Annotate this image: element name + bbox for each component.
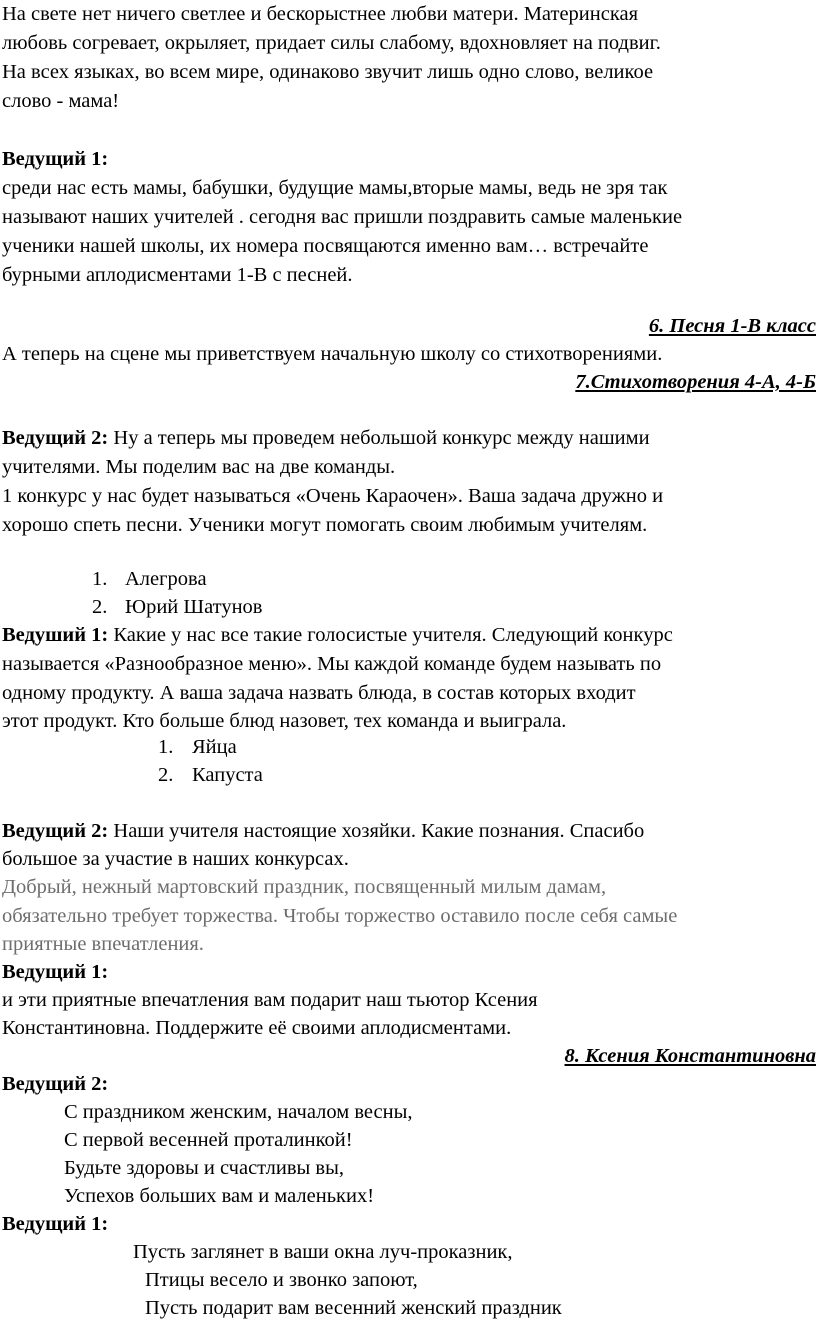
host2-speaker: Ведущий 2: [2,427,108,449]
verse1-line-4: Успехов больших вам и маленьких! [64,1182,374,1211]
list1-item-1: Алегрова [125,565,207,594]
intro-line-3: На всех языках, во всем мире, одинаково звучит лишь одно слово, великое [2,58,653,87]
list2-item-1: Яйца [192,733,237,762]
host1-line-4: бурными аплодисментами 1-В с песней. [2,261,353,290]
host2-text: Ну а теперь мы проведем небольшой конкурс между нашими [108,427,649,449]
section-heading-6: 6. Песня 1-В класс [649,312,816,341]
host2b-speaker: Ведущий 2: [2,820,108,842]
host2b-text: Наши учителя настоящие хозяйки. Какие познания. Спасибо [108,820,644,842]
host1c-line-2: Константиновна. Поддержите её своими аплодисментами. [2,1014,511,1043]
verse1-line-2: С первой весенней проталинкой! [64,1126,353,1155]
host2-line-4: хорошо спеть песни. Ученики могут помогать своим любимым учителям. [2,511,647,540]
host1-line-2: называют наших учителей . сегодня вас пришли поздравить самые маленькие [2,203,682,232]
host1b-line-4: этот продукт. Кто больше блюд назовет, тех команда и выиграла. [2,707,566,736]
host1-line-3: ученики нашей школы, их номера посвящаются именно вам… встречайте [2,232,648,261]
list2-number-1: 1. [158,733,173,762]
section-heading-7: 7.Стихотворения 4-А, 4-Б [575,368,816,397]
host2b-paragraph-line-1 [2,817,644,846]
host1b-paragraph-line-1 [2,621,673,650]
list2-item-2: Капуста [192,761,263,790]
verse1-line-3: Будьте здоровы и счастливы вы, [64,1154,344,1183]
list1-number-1: 1. [92,565,107,594]
host2-line-3: 1 конкурс у нас будет называться «Очень Караочен». Ваша задача дружно и [2,482,663,511]
host1b-line-2: называется «Разнообразное меню». Мы каждой команде будем называть по [2,650,661,679]
host1c-line-1: и эти приятные впечатления вам подарит наш тьютор Ксения [2,986,538,1015]
host1c-speaker: Ведущий 1: [2,958,108,987]
list1-item-2: Юрий Шатунов [125,593,262,622]
host1b-text: Какие у нас все такие голосистые учителя. Следующий конкурс [108,624,673,646]
list2-number-2: 2. [158,761,173,790]
list1-number-2: 2. [92,593,107,622]
host1-line-1: среди нас есть мамы, бабушки, будущие мамы,вторые мамы, ведь не зря так [2,174,667,203]
gray-line-1: Добрый, нежный мартовский праздник, посвященный милым дамам, [2,873,606,902]
host1b-line-3: одному продукту. А ваша задача назвать блюда, в состав которых входит [2,679,636,708]
intro-line-1: На свете нет ничего светлее и бескорыстнее любви матери. Материнская [2,0,638,29]
host2-paragraph-line-1 [2,424,650,453]
host1-speaker: Ведущий 1: [2,145,108,174]
gray-line-3: приятные впечатления. [2,930,204,959]
intro2-line: А теперь на сцене мы приветствуем начальную школу со стихотворениями. [2,340,662,369]
gray-line-2: обязательно требует торжества. Чтобы торжество оставило после себя самые [2,902,677,931]
verse2-line-2: Птицы весело и звонко запоют, [145,1266,418,1295]
verse2-line-1: Пусть заглянет в ваши окна луч-проказник, [133,1238,513,1267]
host2-line-2: учителями. Мы поделим вас на две команды. [2,453,395,482]
host2c-speaker: Ведущий 2: [2,1070,108,1099]
intro-line-4: слово - мама! [2,87,119,116]
verse2-line-3: Пусть подарит вам весенний женский праздник [145,1294,562,1323]
section-heading-8: 8. Ксения Константиновна [565,1042,816,1071]
verse1-line-1: С праздником женским, началом весны, [64,1098,412,1127]
host1b-speaker: Ведуший 1: [2,624,108,646]
host1d-speaker: Ведущий 1: [2,1210,108,1239]
intro-line-2: любовь согревает, окрыляет, придает силы слабому, вдохновляет на подвиг. [2,29,661,58]
host2b-line-2: большое за участие в наших конкурсах. [2,845,349,874]
